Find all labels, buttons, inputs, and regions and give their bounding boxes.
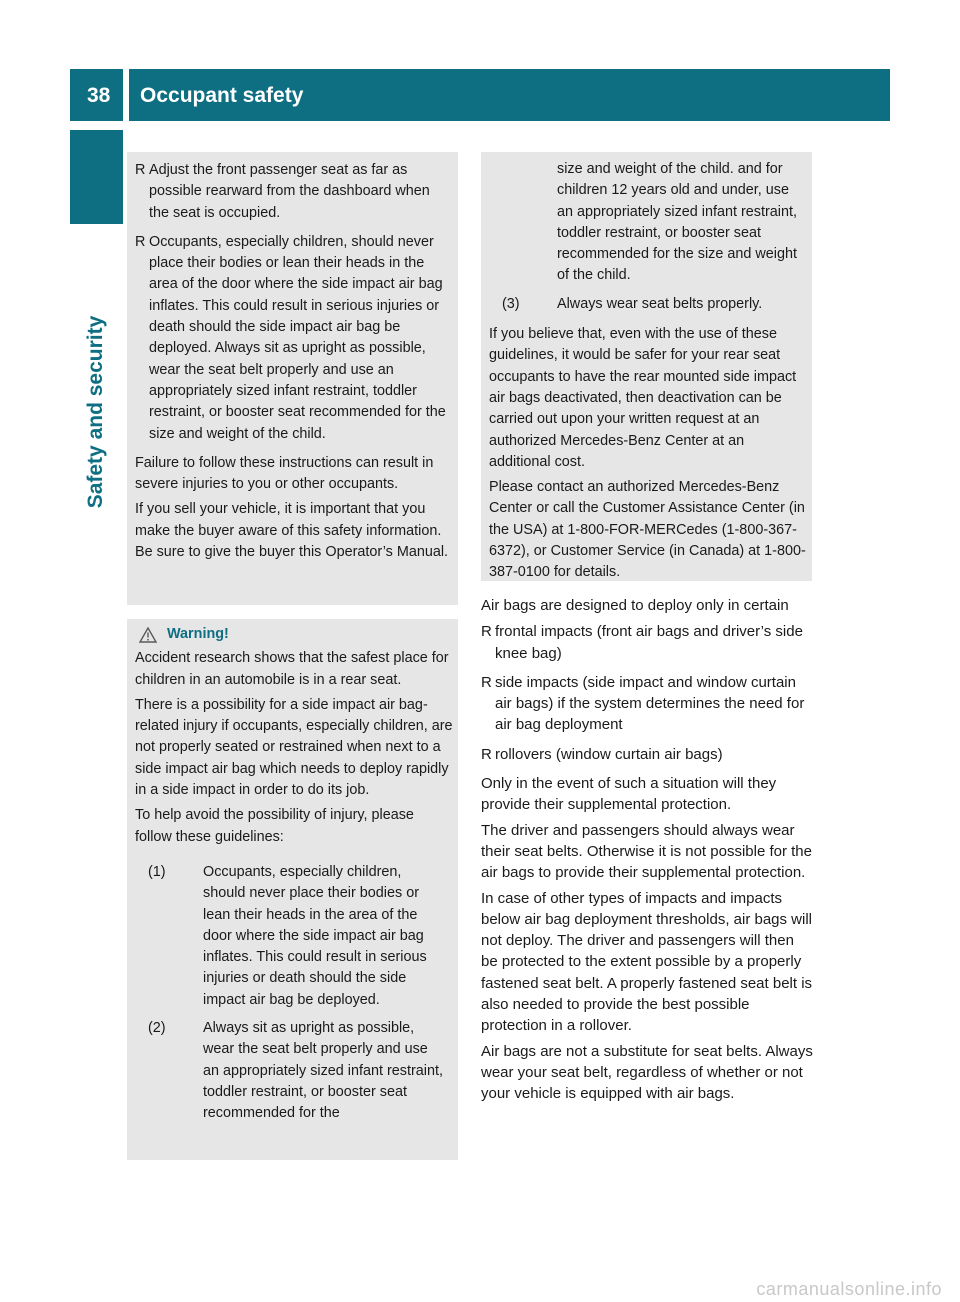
paragraph: The driver and passengers should always wear their seat belts. Otherwise it is not possible for the air bags to provide their supplemental protection. (481, 821, 812, 882)
paragraph: Failure to follow these instructions can result in severe injuries to you or other occupants. (135, 454, 434, 493)
numbered-item (135, 862, 453, 1011)
list-item-text: rollovers (window curtain air bags) (495, 745, 723, 763)
page-title: Occupant safety (140, 84, 304, 107)
warning-title: Warning! (167, 626, 229, 642)
note-box-1-content (135, 160, 453, 567)
list-item (135, 160, 453, 224)
item-number: (1) (148, 863, 166, 880)
paragraph: Please contact an authorized Mercedes-Benz Center or call the Customer Assistance Center (in the USA) at 1-800-FOR-MERCedes (1-800-367-6372), or Customer Service (in Canada) at 1-800-387-0100 for details. (489, 479, 806, 581)
paragraph: Air bags are not a substitute for seat belts. Always wear your seat belt, regardless of whether or not your vehicle is equipped with air bags. (481, 1042, 813, 1103)
item-text: Always sit as upright as possible, wear the seat belt properly and use an appropriately sized infant restraint, toddler restraint, or booster seat recommended for the (203, 1020, 443, 1122)
list-item-text: Occupants, especially children, should never place their bodies or lean their heads in the area of the door where the side impact air bag inflates. This could result in serious injuries or death should the side impact air bag be deployed. Always sit as upright as possible, wear the seat belt properly and use an appropriately sized infant restraint, toddler restraint, or booster seat recommended for the size and weight of the child. (149, 233, 446, 442)
chapter-label: Safety and security (84, 315, 107, 509)
item-number: (3) (502, 295, 520, 312)
paragraph: To help avoid the possibility of injury, please follow these guidelines: (135, 807, 414, 845)
warning-heading (135, 624, 453, 645)
item-number: (2) (148, 1020, 166, 1037)
item-text: Always wear seat belts properly. (557, 295, 763, 312)
bullet-mark: R (481, 623, 492, 641)
bullet-mark: R (135, 233, 146, 250)
bullet-mark: R (481, 673, 492, 691)
list-item-text: side impacts (side impact and window curtain air bags) if the system determines the need for air bag deployment (495, 673, 805, 734)
paragraph: In case of other types of impacts and impacts below air bag deployment thresholds, air bags will not deploy. The driver and passengers will then be protected to the extent possible by a properly fastened seat belt. A properly fastened seat belt is also needed to provide the best possible protection in a rollover. (481, 889, 813, 1035)
numbered-item (135, 1018, 453, 1124)
list-item (481, 621, 814, 664)
list-item-text: Adjust the front passenger seat as far as possible rearward from the dashboard when the seat is occupied. (149, 162, 430, 221)
paragraph: Only in the event of such a situation will they provide their supplemental protection. (481, 775, 777, 814)
list-item-text: frontal impacts (front air bags and driver’s side knee bag) (495, 623, 803, 662)
paragraph: Air bags are designed to deploy only in certain (481, 597, 789, 614)
list-item (481, 672, 814, 736)
warning-content (135, 624, 453, 1132)
paragraph: There is a possibility for a side impact air bag-related injury if occupants, especially children, are not properly seated or restrained when next to a side impact air bag which needs to deploy rapidly in a side impact in order to do its job. (135, 696, 453, 799)
paragraph: Accident research shows that the safest place for children in an automobile is in a rear seat. (135, 650, 449, 688)
paragraph: If you sell your vehicle, it is important that you make the buyer aware of this safety information. Be sure to give the buyer this Operator’s Manual. (135, 501, 449, 561)
list-item (135, 232, 453, 445)
bullet-mark: R (481, 745, 492, 763)
chapter-tab (70, 130, 123, 224)
list-item (481, 744, 814, 765)
body-text (481, 595, 814, 1109)
page-number: 38 (87, 84, 111, 107)
item-text: Occupants, especially children, should never place their bodies or lean their heads in the area of the door where the side impact air bag inflates. This could result in serious injuries or death should the side impact air bag be deployed. (203, 863, 427, 1008)
warning-continued-content (489, 159, 807, 588)
warning-triangle-icon (139, 627, 157, 643)
numbered-item (489, 294, 807, 315)
paragraph: If you believe that, even with the use of these guidelines, it would be safer for your rear seat occupants to have the rear mounted side impact air bags deactivated, then deactivation can be carried out upon your written request at an authorized Mercedes-Benz Center at an additional cost. (489, 326, 797, 470)
numbered-item-continued (489, 159, 807, 287)
bullet-mark: R (135, 162, 146, 178)
item-text: size and weight of the child. and for children 12 years old and under, use an appropriately sized infant restraint, toddler restraint, or booster seat recommended for the size and weight of the child. (557, 161, 797, 284)
watermark: carmanualsonline.info (756, 1279, 942, 1299)
